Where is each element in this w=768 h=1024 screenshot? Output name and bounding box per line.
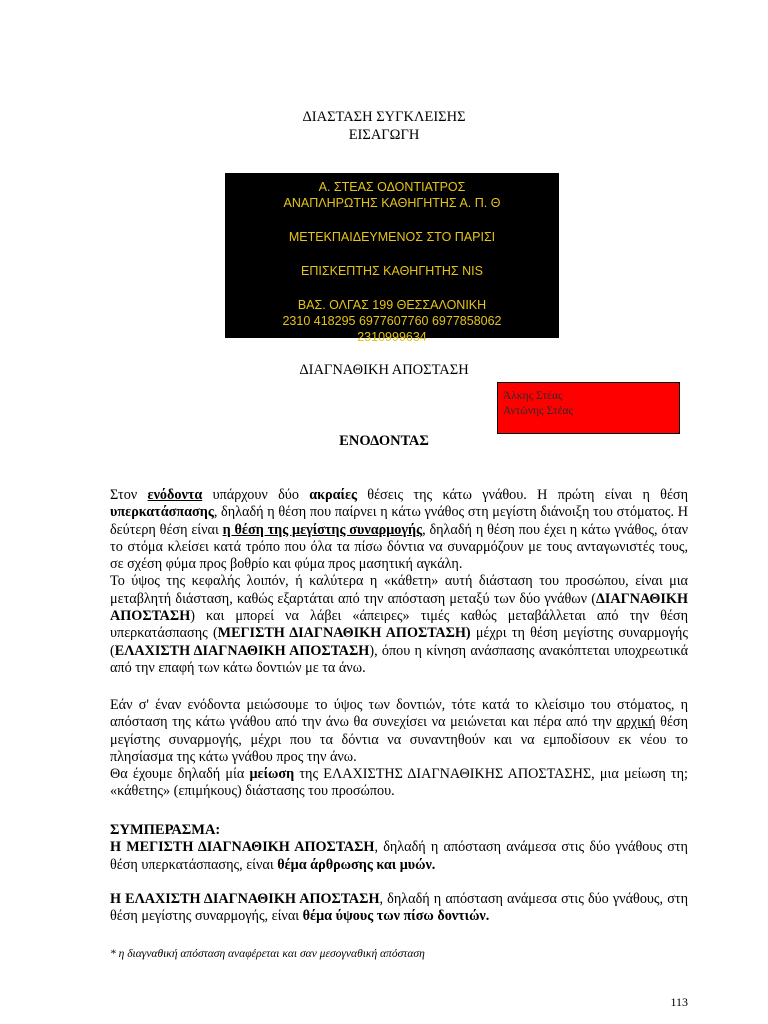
phone-4: 2310999634 [357, 330, 427, 344]
p3-text-3: θέση μεγίστης συναρμογής, μέχρι που τα δόντια να συναντηθούν και να εμποδίσουν εκ νέου το πλησίασμα της κάτω γνάθου προς την άνω. [110, 714, 688, 765]
p1-text-3: υπάρχουν δύο [202, 487, 310, 503]
p1-term-megisti-synarmogi: η θέση της μεγίστης συναρμογής [222, 521, 423, 538]
red-box-name-2: Αντώνης Στέας [503, 405, 573, 417]
body-section-2 [110, 697, 688, 801]
conclusion-paragraph-1 [110, 839, 688, 874]
section-heading: ΔΙΑΓΝΑΘΙΚΗ ΑΠΟΣΤΑΣΗ [299, 362, 469, 378]
author-info-box [225, 173, 559, 344]
p2-text-5: μέχρι τη θέση μεγίστης συναρμογής ( [110, 625, 688, 659]
paragraph-3 [110, 697, 688, 766]
p3-term-arxiki: αρχική [616, 714, 656, 731]
red-box-name-1: Άλκης Στέας [503, 390, 563, 402]
author-name: Α. ΣΤΕΑΣ ΟΔΟΝΤΙΑΤΡΟΣ [318, 180, 466, 194]
body-section-1 [110, 487, 688, 677]
p2-text-1: Το ύψος της κεφαλής λοιπόν, ή καλύτερα η «κάθετη» αυτή διάσταση του προσώπου, είναι μια μεταβλητή διάσταση, καθώς εξαρτάται από την απόσταση μεταξύ των δύο γνάθων ( [110, 573, 688, 607]
p2-term-elaxisti: ΕΛΑΧΙΣΤΗ ΔΙΑΓΝΑΘΙΚΗ ΑΠΟΣΤΑΣΗ [114, 642, 370, 659]
p4-text-3: της ΕΛΑΧΙΣΤΗΣ ΔΙΑΓΝΑΘΙΚΗΣ ΑΠΟΣΤΑΣΗΣ, μια μείωση τη; «κάθετης» (επιμήκους) διάστασης του προσώπου. [110, 766, 688, 800]
document-title [0, 108, 768, 144]
p1-text-5: θέσεις της κάτω γνάθου. Η πρώτη είναι η θέση [357, 487, 688, 503]
p1-text-1: Στον [110, 487, 148, 503]
author-address: ΒΑΣ. ΟΛΓΑΣ 199 ΘΕΣΣΑΛΟΝΙΚΗ [297, 298, 487, 312]
paragraph-2 [110, 573, 688, 677]
c1-text: , δηλαδή η απόσταση ανάμεσα στις δύο γνάθους στη θέση υπερκατάσπασης, είναι [110, 839, 688, 873]
author-training: ΜΕΤΕΚΠΑΙΔΕΥΜΕΝΟΣ ΣΤΟ ΠΑΡΙΣΙ [288, 230, 496, 244]
phone-2: 6977607760 [358, 314, 429, 328]
footnote: * η διαγναθική απόσταση αναφέρεται και σαν μεσογναθική απόσταση [110, 948, 425, 960]
p4-term-meiosi: μείωση [249, 766, 295, 783]
p2-text-3: ) και μπορεί να λάβει «άπειρες» τιμές καθώς μεταβάλλεται από την θέση υπερκατάσπασης ( [110, 608, 688, 642]
conclusion-paragraph-2 [110, 891, 688, 926]
title-line-2: ΕΙΣΑΓΩΓΗ [348, 127, 420, 143]
paragraph-1 [110, 487, 688, 573]
conclusion-section [110, 822, 688, 925]
conclusion-heading: ΣΥΜΠΕΡΑΣΜΑ: [110, 822, 221, 838]
subsection-heading: ΕΝΟΔΟΝΤΑΣ [339, 433, 429, 449]
p1-text-7: , δηλαδή η θέση που παίρνει η κάτω γνάθος στη μεγίστη διάνοιξη του στόματος. Η δεύτερη θέση είναι [110, 504, 688, 538]
paragraph-4 [110, 766, 688, 801]
names-red-box [497, 382, 680, 434]
author-visiting: ΕΠΙΣΚΕΠΤΗΣ ΚΑΘΗΓΗΤΗΣ NIS [301, 264, 483, 278]
author-position: ΑΝΑΠΛΗΡΩΤΗΣ ΚΑΘΗΓΗΤΗΣ Α. Π. Θ [283, 196, 501, 210]
p1-term-enodontas: ενόδοντα [147, 487, 203, 503]
p1-term-akraies: ακραίες [309, 487, 357, 503]
title-line-1: ΔΙΑΣΤΑΣΗ ΣΥΓΚΛΕΙΣΗΣ [302, 109, 466, 125]
phone-1: 2310 418295 [282, 314, 356, 328]
p3-text-1: Εάν σ' έναν ενόδοντα μειώσουμε το ύψος των δοντιών, τότε κατά το κλείσιμο του στόματος, η απόσταση της κάτω γνάθου από την άνω θα συνεχίσει να μειώνεται και πέρα από την [110, 697, 688, 731]
c2-text: , δηλαδή η απόσταση ανάμεσα στις δύο γνάθους, στη θέση μεγίστης συναρμογής, είναι [110, 890, 688, 925]
p2-term-megisti: ΜΕΓΙΣΤΗ ΔΙΑΓΝΑΘΙΚΗ ΑΠΟΣΤΑΣΗ) [217, 625, 471, 642]
p1-term-yperkataspasi: υπερκατάσπασης [110, 504, 214, 521]
p4-text-1: Θα έχουμε δηλαδή μία [110, 766, 250, 783]
c2-emphasis: θέμα ύψους των πίσω δοντιών. [302, 908, 490, 925]
p1-text-9: , δηλαδή η θέση που έχει η κάτω γνάθος, όταν το στόμα κλείσει κατά τρόπο που όλα τα πίσω δόντια να συναρμόζουν με τους ανταγωνιστές τους, σε σχέση φύμα προς βοθρίο και φύμα προς μασητική αγκάλη. [110, 521, 688, 573]
phone-3: 6977858062 [431, 314, 502, 328]
p2-term-diagnathiki: ΔΙΑΓΝΑΘΙΚΗ ΑΠΟΣΤΑΣΗ [110, 590, 688, 625]
c1-term: Η ΜΕΓΙΣΤΗ ΔΙΑΓΝΑΘΙΚΗ ΑΠΟΣΤΑΣΗ [110, 839, 375, 856]
page-number: 113 [670, 995, 688, 1009]
phone-numbers [225, 313, 559, 329]
c2-term: Η ΕΛΑΧΙΣΤΗ ΔΙΑΓΝΑΘΙΚΗ ΑΠΟΣΤΑΣΗ [110, 890, 380, 907]
p2-text-7: ), όπου η κίνηση ανάσπασης ανακόπτεται υποχρεωτικά από την επαφή των κάτω δοντιών με τα άνω. [110, 642, 688, 676]
c1-emphasis: θέμα άρθρωσης και μυών. [277, 856, 436, 873]
